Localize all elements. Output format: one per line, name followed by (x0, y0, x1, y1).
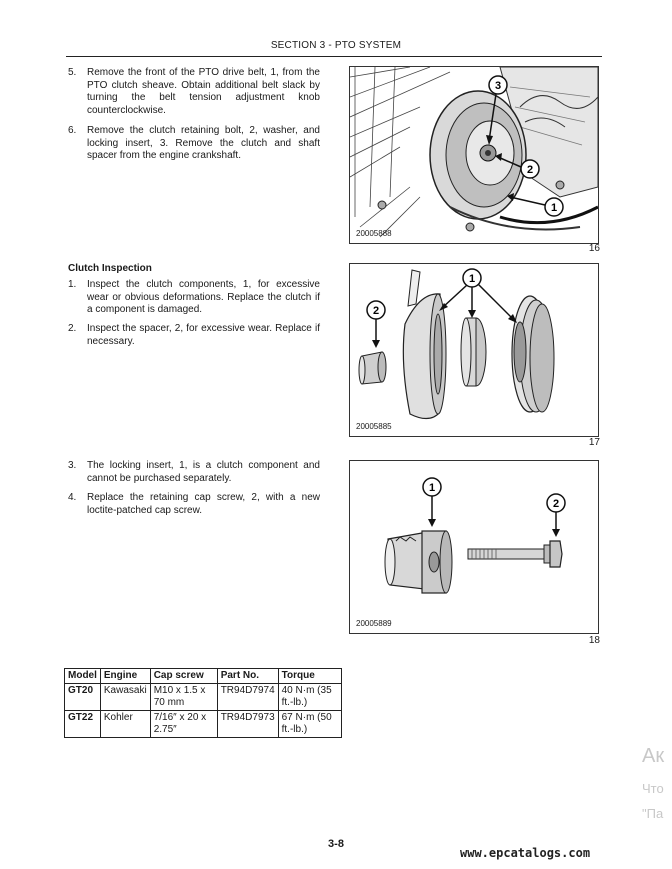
engine-cell: Kawasaki (100, 684, 150, 711)
svg-text:2: 2 (372, 305, 380, 317)
step-number: 2. (68, 323, 77, 334)
step-text: Remove the front of the PTO drive belt, 1, from the PTO clutch sheave. Obtain additional belt slack by turning the belt tension adjustment knob counterclockwise. (87, 67, 320, 116)
step-number: 5. (68, 67, 77, 78)
model-cell: GT22 (65, 711, 101, 738)
step-text: The locking insert, 1, is a clutch component and cannot be purchased separately. (87, 460, 320, 484)
step-3 (68, 460, 320, 485)
header-rule (66, 56, 602, 57)
inspection-step-1 (68, 279, 320, 317)
svg-text:1: 1 (468, 273, 476, 285)
step-number: 6. (68, 125, 77, 136)
cap-screw-cell: 7/16″ x 20 x 2.75″ (150, 711, 217, 738)
clutch-components-illustration (350, 264, 598, 436)
torque-cell: 67 N·m (50 ft.-lb.) (278, 711, 341, 738)
step-5 (68, 67, 320, 117)
table-row (65, 684, 342, 711)
part-no-cell: TR94D7974 (217, 684, 278, 711)
part-no-cell: TR94D7973 (217, 711, 278, 738)
watermark-url[interactable]: www.epcatalogs.com (460, 846, 591, 860)
section-header: SECTION 3 - PTO SYSTEM (270, 40, 402, 51)
inspection-step-2 (68, 323, 320, 348)
column-header: Torque (278, 669, 341, 684)
step-text: Remove the clutch retaining bolt, 2, washer, and locking insert, 3. Remove the clutch and shaft spacer from the engine crankshaft. (87, 125, 320, 161)
step-number: 4. (68, 492, 77, 503)
figure-16 (349, 66, 599, 244)
figure-number: 18 (588, 635, 600, 646)
overlay-text-line-2: Что (642, 781, 664, 796)
column-header: Model (65, 669, 101, 684)
column-header: Engine (100, 669, 150, 684)
cap-screw-spec-table (64, 668, 342, 738)
clutch-belt-illustration (350, 67, 598, 243)
overlay-text-line-1: Ак (642, 745, 665, 767)
column-header: Cap screw (150, 669, 217, 684)
torque-cell: 40 N·m (35 ft.-lb.) (278, 684, 341, 711)
figure-code: 20005885 (356, 422, 392, 431)
step-6 (68, 125, 320, 163)
column-header: Part No. (217, 669, 278, 684)
step-number: 3. (68, 460, 77, 471)
figure-17 (349, 263, 599, 437)
svg-text:2: 2 (552, 498, 560, 510)
page-number: 3-8 (328, 838, 344, 850)
step-text: Replace the retaining cap screw, 2, with a new loctite-patched cap screw. (87, 492, 320, 516)
svg-text:1: 1 (428, 482, 436, 494)
engine-cell: Kohler (100, 711, 150, 738)
insert-and-screw-illustration (350, 461, 598, 633)
overlay-text-line-3: "Па (642, 806, 664, 821)
model-cell: GT20 (65, 684, 101, 711)
step-4 (68, 492, 320, 517)
table-header-row (65, 669, 342, 684)
svg-text:3: 3 (494, 80, 502, 92)
step-text: Inspect the spacer, 2, for excessive wear. Replace if necessary. (87, 323, 320, 347)
table-row (65, 711, 342, 738)
step-text: Inspect the clutch components, 1, for excessive wear or obvious deformations. Replace the clutch if a component is damaged. (87, 279, 320, 315)
svg-text:2: 2 (526, 164, 534, 176)
figure-number: 17 (588, 437, 600, 448)
svg-text:1: 1 (550, 202, 558, 214)
figure-number: 16 (588, 243, 600, 254)
cap-screw-cell: M10 x 1.5 x 70 mm (150, 684, 217, 711)
figure-18 (349, 460, 599, 634)
figure-code: 20005889 (356, 619, 392, 628)
clutch-inspection-heading: Clutch Inspection (68, 263, 152, 274)
figure-code: 20005888 (356, 229, 392, 238)
step-number: 1. (68, 279, 77, 290)
